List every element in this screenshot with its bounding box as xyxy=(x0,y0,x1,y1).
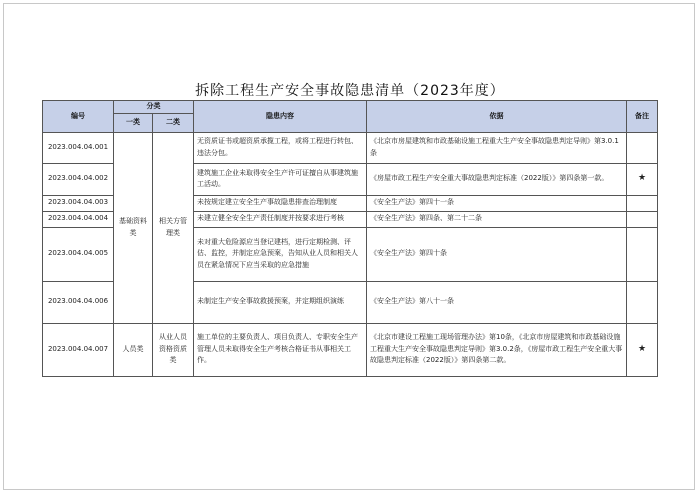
row-remark: ★ xyxy=(627,163,658,195)
row-id: 2023.004.04.005 xyxy=(43,227,114,281)
header-cat1: 一类 xyxy=(114,113,153,132)
row-basis: 《房屋市政工程生产安全重大事故隐患判定标准（2022版）》第四条第一款。 xyxy=(367,163,627,195)
header-basis: 依据 xyxy=(367,101,627,133)
row-id: 2023.004.04.001 xyxy=(43,132,114,163)
row-remark xyxy=(627,227,658,281)
page-title: 拆除工程生产安全事故隐患清单（2023年度） xyxy=(195,83,505,99)
row-remark: ★ xyxy=(627,323,658,376)
header-remark: 备注 xyxy=(627,101,658,133)
row-content: 未对重大危险源应当登记建档，进行定期检测、评估、监控，并制定应急预案，告知从业人员和相关人员在紧急情况下应当采取的应急措施 xyxy=(194,227,367,281)
group-cat2: 相关方管理类 xyxy=(153,132,194,323)
row-content: 未制定生产安全事故救援预案，并定期组织演练 xyxy=(194,281,367,323)
row-basis: 《安全生产法》第四十一条 xyxy=(367,195,627,211)
row-basis: 《安全生产法》第四条、第二十二条 xyxy=(367,211,627,227)
group-cat1: 人员类 xyxy=(114,323,153,376)
header-content: 隐患内容 xyxy=(194,101,367,133)
row-basis: 《北京市建设工程施工现场管理办法》第10条，《北京市房屋建筑和市政基础设施工程重大生产安全事故隐患判定导则》第3.0.2条，《房屋市政工程生产安全重大事故隐患判定标准（2022版）》第四条第二款。 xyxy=(367,323,627,376)
row-id: 2023.004.04.004 xyxy=(43,211,114,227)
header-cat2: 二类 xyxy=(153,113,194,132)
row-content: 建筑施工企业未取得安全生产许可证擅自从事建筑施工活动。 xyxy=(194,163,367,195)
row-id: 2023.004.04.007 xyxy=(43,323,114,376)
table-row xyxy=(43,132,658,163)
group-cat2: 从业人员资格资质类 xyxy=(153,323,194,376)
row-id: 2023.004.04.003 xyxy=(43,195,114,211)
row-id: 2023.004.04.006 xyxy=(43,281,114,323)
row-content: 无资质证书或超资质承揽工程，或将工程进行转包、违法分包。 xyxy=(194,132,367,163)
row-id: 2023.004.04.002 xyxy=(43,163,114,195)
row-basis: 《安全生产法》第四十条 xyxy=(367,227,627,281)
group-cat1: 基础资料类 xyxy=(114,132,153,323)
table-row xyxy=(43,323,658,376)
row-content: 未建立健全安全生产责任制度并按要求进行考核 xyxy=(194,211,367,227)
row-content: 未按规定建立安全生产事故隐患排查治理制度 xyxy=(194,195,367,211)
row-basis: 《北京市房屋建筑和市政基础设施工程重大生产安全事故隐患判定导则》第3.0.1条 xyxy=(367,132,627,163)
row-basis: 《安全生产法》第八十一条 xyxy=(367,281,627,323)
row-remark xyxy=(627,132,658,163)
row-remark xyxy=(627,281,658,323)
row-remark xyxy=(627,195,658,211)
header-category: 分类 xyxy=(114,101,194,114)
row-content: 施工单位的主要负责人、项目负责人、专职安全生产管理人员未取得安全生产考核合格证书从事相关工作。 xyxy=(194,323,367,376)
hazard-table xyxy=(42,100,658,377)
header-id: 编号 xyxy=(43,101,114,133)
row-remark xyxy=(627,211,658,227)
